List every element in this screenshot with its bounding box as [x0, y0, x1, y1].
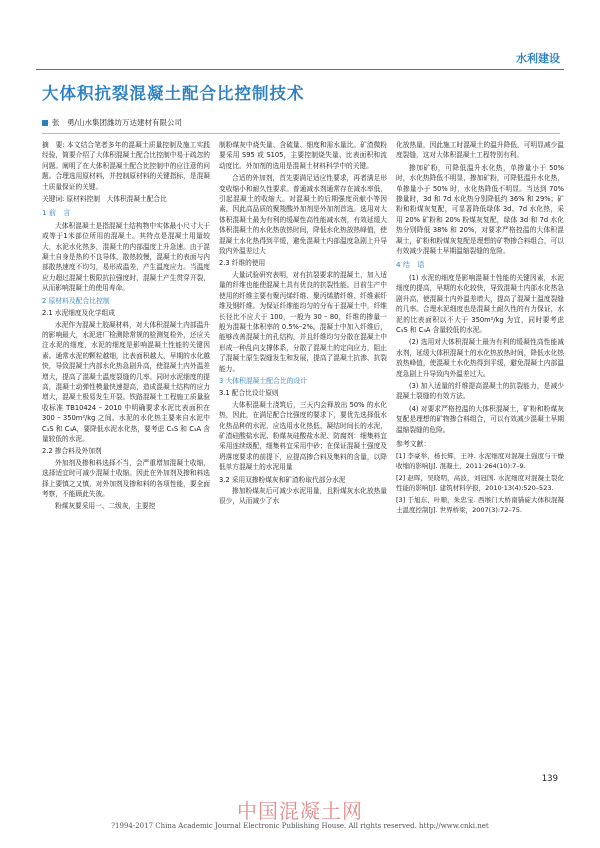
- author-rule: [42, 133, 560, 134]
- col2-paragraph-3: 大量试验研究表明，对有抗裂要求的混凝土，加入适量的纤维也能使混凝土具有优良的抗裂性能。目前生产中使用的纤维主要有聚丙烯纤维、聚丙烯腈纤维、纤维素纤维及钢纤维。为保证纤维能均匀的分布于混凝土中，纤维长径比不应大于 100，一般为 30 – 80，纤维的掺量一般为混凝土体积率的 0.5%–2%。混凝土中加入纤维后，能够改善混凝土的孔结构，并且纤维均匀分散在混凝土中形成一种乱向支撑体系，分散了混凝土的定向应力，阻止了混凝土原生裂缝发生和发展，提高了混凝土抗渗、抗裂能力。: [219, 270, 387, 373]
- section-2-title: 2 原材料及配合比控制: [42, 296, 110, 305]
- column-1: [42, 140, 210, 514]
- reference-1: [1] 李豪举，杨长辉，王冲. 水泥细度对混凝土强度与干燥收缩的影响[J]. 混凝土，2011·264(10):7–9.: [396, 452, 564, 471]
- col3-paragraph-1: 化放热量，因此施工时混凝土的温升降低，可明显减少温度裂缝，这对大体积混凝土工程特别有利。: [396, 141, 564, 160]
- keywords: 关键词: 原材料控制 大体积混凝土配合比: [42, 195, 167, 204]
- copyright-footer: ?1994-2017 China Academic Journal Electronic Publishing House. All rights reserved. http://www.cnki.net: [111, 822, 489, 830]
- col2-paragraph-2: 合适的外加剂，首先要满足适应性要求，再者满足形变收缩小和耐久性要求。普通减水剂通常存在减水率低，引起混凝土的收缩大。对混凝土的后期强度贡献小等因素，因此高品质的聚羧酸外加剂是外加剂首选。选用对大体积混凝土最为有利的缓凝性高性能减水剂，有效延缓大体积混凝土的水化热放热时间，降低水化热放热峰值，使混凝土水化热得到平缓，避免混凝土内部温度急剧上升导致内外温差过大: [219, 174, 387, 256]
- section-2-1-title: 2.1 水泥细度及化学组成: [42, 309, 115, 318]
- reference-3: [3] 于旭东，叶顺，朱忠宝. 西堠门大桥南锚碇大体积混凝土温度控制[J]. 世界桥梁，2007(3):72–75.: [396, 496, 564, 515]
- article-title: 大体积抗裂混凝土配合比控制技术: [42, 84, 305, 103]
- col2-paragraph-5: 掺加粉煤灰后可减少水泥用量，且粉煤灰水化放热量很少，从而减少了水: [219, 487, 387, 506]
- section-2-3-title: 2.3 纤维的使用: [219, 259, 266, 268]
- reference-2: [2] 赵晖，吴晓明，高波，刘冠国. 水泥细度对混凝土裂化性能的影响[J]. 建筑材料学报，2010·13(4):520–523.: [396, 474, 564, 493]
- watermark: 中国混凝土网: [237, 799, 363, 823]
- section-tag: 水利建设: [516, 52, 560, 65]
- column-3: [396, 140, 564, 517]
- author-line: [42, 117, 182, 128]
- section-1-paragraph: 大体积混凝土是指混凝土结构物中实体最小尺寸大于或等于1米部位所用的混凝土。其特点是混凝土用量较大，水泥水化热多，混凝土的内部温度上升急速。由于混凝土自身是热的不良导体，散热较慢，混凝土的表面与内部散热速度不均匀，易形成温差，产生温度应力。当温度应力超过混凝土极限抗拉强度时，混凝土产生贯穿开裂，从而影响混凝土的使用寿命。: [42, 221, 210, 293]
- author-text: 张 勇/山水集团潍坊万达建材有限公司: [52, 118, 183, 127]
- header-rule: [36, 69, 564, 70]
- section-2-1-paragraph: [42, 320, 210, 445]
- col2-paragraph-4: 大体积混凝土浇筑后，三天内会释放出 50% 的水化热，因此，在满足配合比强度的要求下，要优先选择低水化热品种的水泥，应选用水化热低、凝结时间长的水泥，矿渣硅酸盐水泥、粉煤灰硅酸盐水泥、防腐剂：细集料宜采用连续级配，细集料宜采用中砂；在保证混凝土强度及坍落度要求的前提下，应提高掺合料及集料的含量，以降低单方混凝土的水泥用量: [219, 400, 387, 472]
- col2-paragraph-1: 制粉煤灰中烧失量、含硫量、细度和需水量比。矿渣微粉要采用 S95 或 S105，主要控制烧失量、比表面积和流动度比。外加剂的选用是混凝土材料科学中的关键。: [219, 141, 387, 170]
- section-2-2-title: 2.2 掺合料及外加剂: [42, 447, 102, 456]
- conclusion-4: (4) 对要求严格控温的大体积混凝土，矿粉和粉煤灰复配是理想的矿物掺合料组合，可以有效减少混凝土早期温缩裂缝的危险。: [396, 404, 564, 434]
- section-2-2-paragraph-2: 粉煤灰要采用一、二级灰，主要控: [55, 502, 156, 511]
- author-marker: [42, 120, 48, 126]
- section-1-title: 1 前 言: [42, 208, 71, 218]
- conclusion-2: (2) 选用对大体积混凝土最为有利的缓凝性高性能减水剂，延缓大体积混凝土的水化热放热时间，降低水化热放热峰值，使混凝土水化热得到平缓，避免混凝土内部温度急剧上升导致内外温差过大。: [396, 338, 564, 378]
- abstract: 摘 要: 本文结合笔者多年的混凝土质量控制及施工实践经验，简要介绍了大体积混凝土配合比控制中易于疏忽的问题。阐明了在大体积混凝土配合比控制中的应注意的问题。合理选用原材料，并控制原材料的关键指标，是混凝土质量保证的关键。: [42, 141, 210, 191]
- section-3-2-title: 3.2 采用双掺粉煤灰和矿渣粉取代部分水泥: [219, 475, 346, 484]
- section-3-1-title: 3.1 配合比设计原则: [219, 389, 279, 398]
- conclusion-3: (3) 加入适量的纤维提高混凝土的抗裂能力，是减少混凝土裂缝的有效方法。: [396, 381, 564, 401]
- section-2-1-text-b: 。铁路混凝土工程施工质量验收标准 TB10424 – 2010 中明确要求水泥比表面积在 300 – 350m²/kg 之间。水泥的水化热主要来自水泥中 C₃S 和 C₃A，要降低水泥水化热，要考虑 C₃S 和 C₃A 含量较低的水泥。: [42, 393, 210, 443]
- conclusion-1: (1) 水泥的细度是影响混凝土性能的关键因素，水泥细度的提高，早期的水化较快，导致混凝土内部水化热急剧升高，使混凝土内外温差增大，提高了混凝土温度裂缝的几率。合理水泥细度也是混凝土耐久性的有力保证，水泥的比表面积以不大于 350m²/kg 为宜，同时要考虑 C₃S 和 C₃A 含量较低的水泥。: [396, 273, 564, 334]
- section-3-title: 3 大体积混凝土配合比的设计: [219, 376, 308, 385]
- column-2: [219, 140, 387, 509]
- page-number: 139: [541, 774, 558, 784]
- section-2-1-text-a: 水泥作为混凝土胶凝材料，对大体积混凝土内部温升的影响最大，水泥进厂检测除常规的检测复检外，还应关注水泥的细度，水泥的细度是影响混凝土性能的关键因素。通常水泥的颗粒越细，比表面积越大，早期的水化越快，导致混凝土内部水化热急剧升高，使混凝土内外温差增大，提高了混凝土温度裂缝的几率。同时水泥细度的提高，混凝土动弹性模量快速提高，造成混凝土结构的应力增大，混凝土极易发生开裂: [42, 320, 210, 402]
- references-title: 参考文献：: [396, 439, 431, 448]
- section-4-title: 4 结 语: [396, 260, 425, 270]
- col3-paragraph-2: 掺加矿粉，可降低温升水化热，单掺量小于 50% 时，水化热降低不明显，掺加矿粉，可降低温升水化热，单掺量小于 50% 时，水化热降低不明显。当达到 70% 掺量时，3d 和 7d 水化热分别降低约 36% 和 29%；矿粉和粉煤灰复配，可显著降低绿体 3d、7d 水化热，采用 20% 矿粉和 20% 粉煤灰复配，绿体 3d 和 7d 水化热分别降低 38% 和 20%，对要求严格控温的大体积混凝土，矿粉和粉煤灰复配是理想的矿物掺合料组合，可以有效减少混凝土早期温缩裂缝的危险。: [396, 163, 564, 256]
- section-2-2-paragraph-1: 外加剂及掺和料选择不当，会严重增加混凝土收缩，选择适宜时可减少混凝土收缩。因此在外加剂及掺和料选择上要慎之又慎，对外加剂及掺和料的各项性能，要全面考察，不能顾此失彼。: [42, 458, 210, 498]
